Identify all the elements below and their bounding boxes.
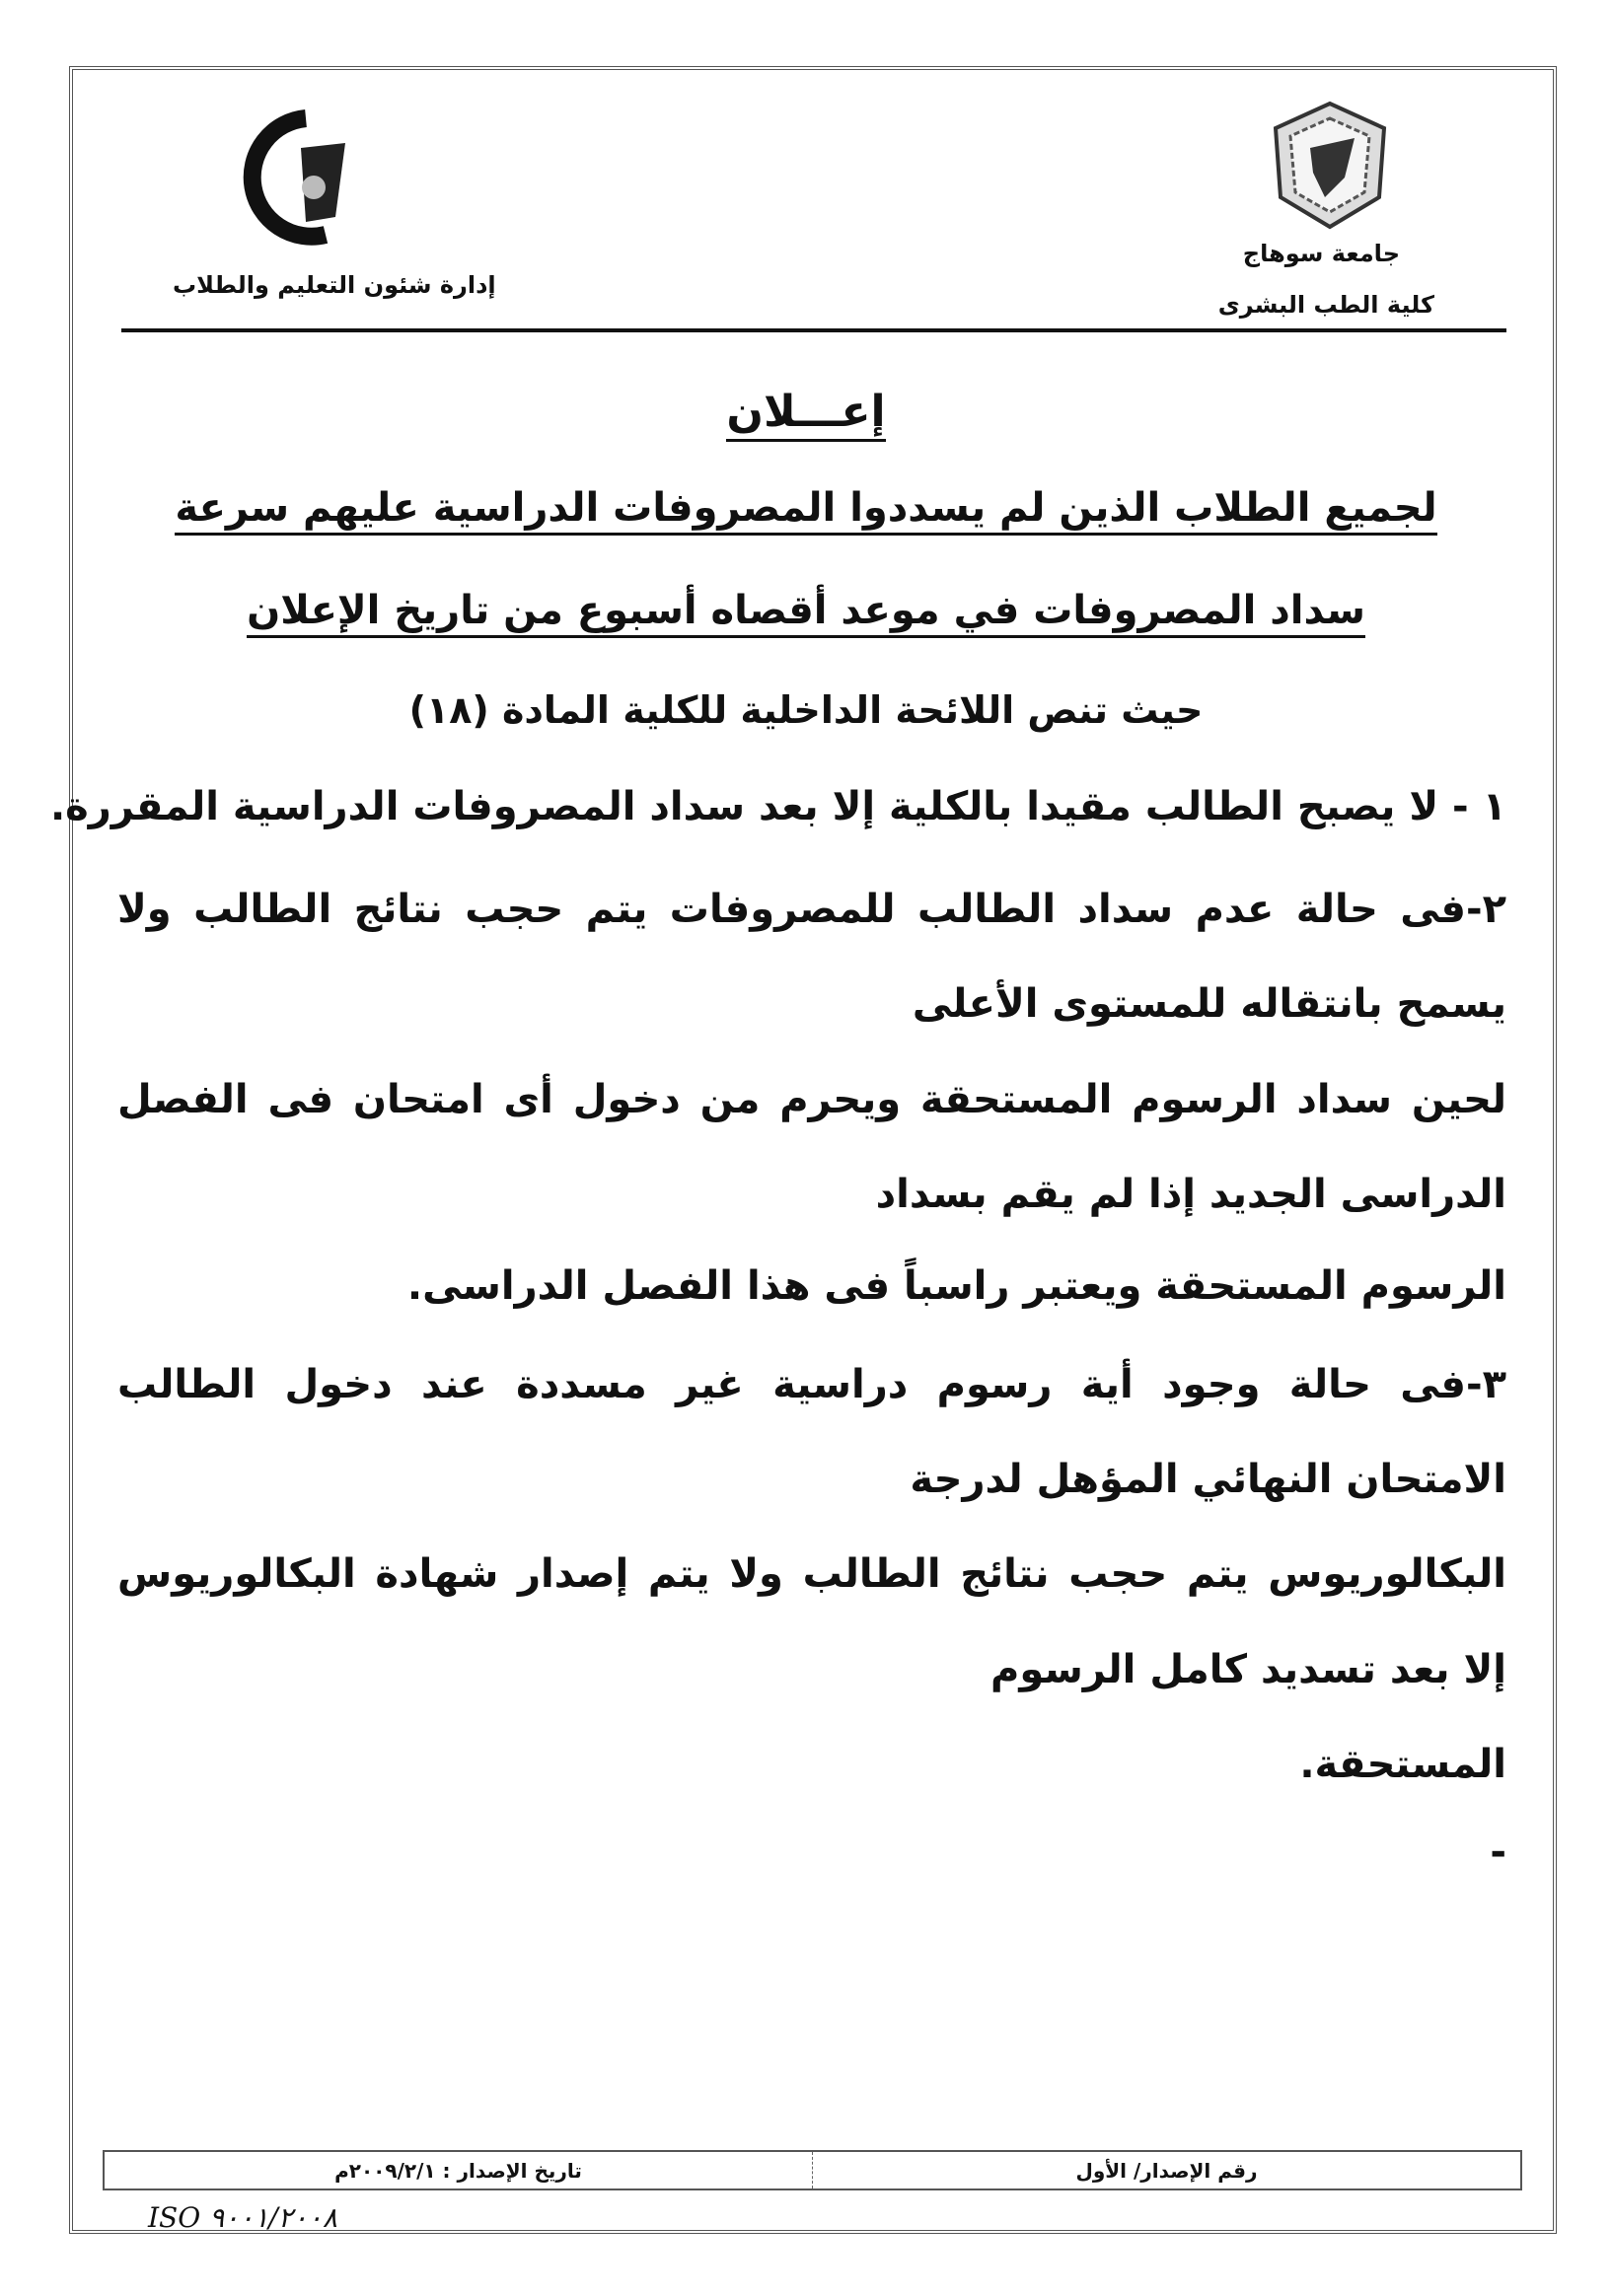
subtitle-2-text: سداد المصروفات في موعد أقصاه أسبوع من تاريخ الإعلان [247, 588, 1365, 638]
body-line-5: الدراسى الجديد إذا لم يقم بسداد [875, 1172, 1506, 1217]
department-name: إدارة شئون التعليم والطلاب [173, 271, 496, 299]
announcement-title [0, 387, 1612, 442]
announcement-title-text: إعـــلان [726, 387, 885, 442]
body-line-3: يسمح بانتقاله للمستوى الأعلى [912, 981, 1506, 1027]
body-line-1: ١ - لا يصبح الطالب مقيدا بالكلية إلا بعد سداد المصروفات الدراسية المقررة. [49, 784, 1506, 829]
footer-table [103, 2150, 1522, 2190]
body-line-9: البكالوريوس يتم حجب نتائج الطالب ولا يتم إصدار شهادة البكالوريوس [117, 1551, 1506, 1597]
announcement-subtitle-2 [0, 588, 1612, 638]
announcement-subtitle-1 [0, 485, 1612, 536]
university-seal-logo [1266, 99, 1394, 232]
issue-number: رقم الإصدار/ الأول [812, 2152, 1520, 2188]
iso-standard: ISO ٩٠٠١/٢٠٠٨ [148, 2201, 337, 2234]
body-line-6: الرسوم المستحقة ويعتبر راسباً فى هذا الفصل الدراسى. [406, 1263, 1506, 1309]
body-line-11: المستحقة. [1299, 1742, 1506, 1787]
faculty-name: كلية الطب البشرى [1217, 291, 1434, 319]
university-name: جامعة سوهاج [1242, 240, 1400, 267]
faculty-logo [227, 108, 385, 247]
body-line-12: - [1490, 1830, 1506, 1875]
announcement-subtitle-3: حيث تنص اللائحة الداخلية للكلية المادة (١٨) [408, 688, 1204, 732]
subtitle-1-text: لجميع الطلاب الذين لم يسددوا المصروفات الدراسية عليهم سرعة [175, 485, 1436, 536]
body-line-7: ٣-فى حالة وجود أية رسوم دراسية غير مسددة عند دخول الطالب [117, 1362, 1506, 1407]
body-line-4: لحين سداد الرسوم المستحقة ويحرم من دخول أى امتحان فى الفصل [117, 1077, 1506, 1122]
issue-date: تاريخ الإصدار : ٢٠٠٩/٢/١م [334, 2158, 582, 2183]
body-line-8: الامتحان النهائي المؤهل لدرجة [910, 1457, 1506, 1502]
body-line-2: ٢-فى حالة عدم سداد الطالب للمصروفات يتم حجب نتائج الطالب ولا [117, 887, 1506, 932]
header-divider [121, 328, 1506, 332]
body-line-10: إلا بعد تسديد كامل الرسوم [990, 1647, 1506, 1692]
